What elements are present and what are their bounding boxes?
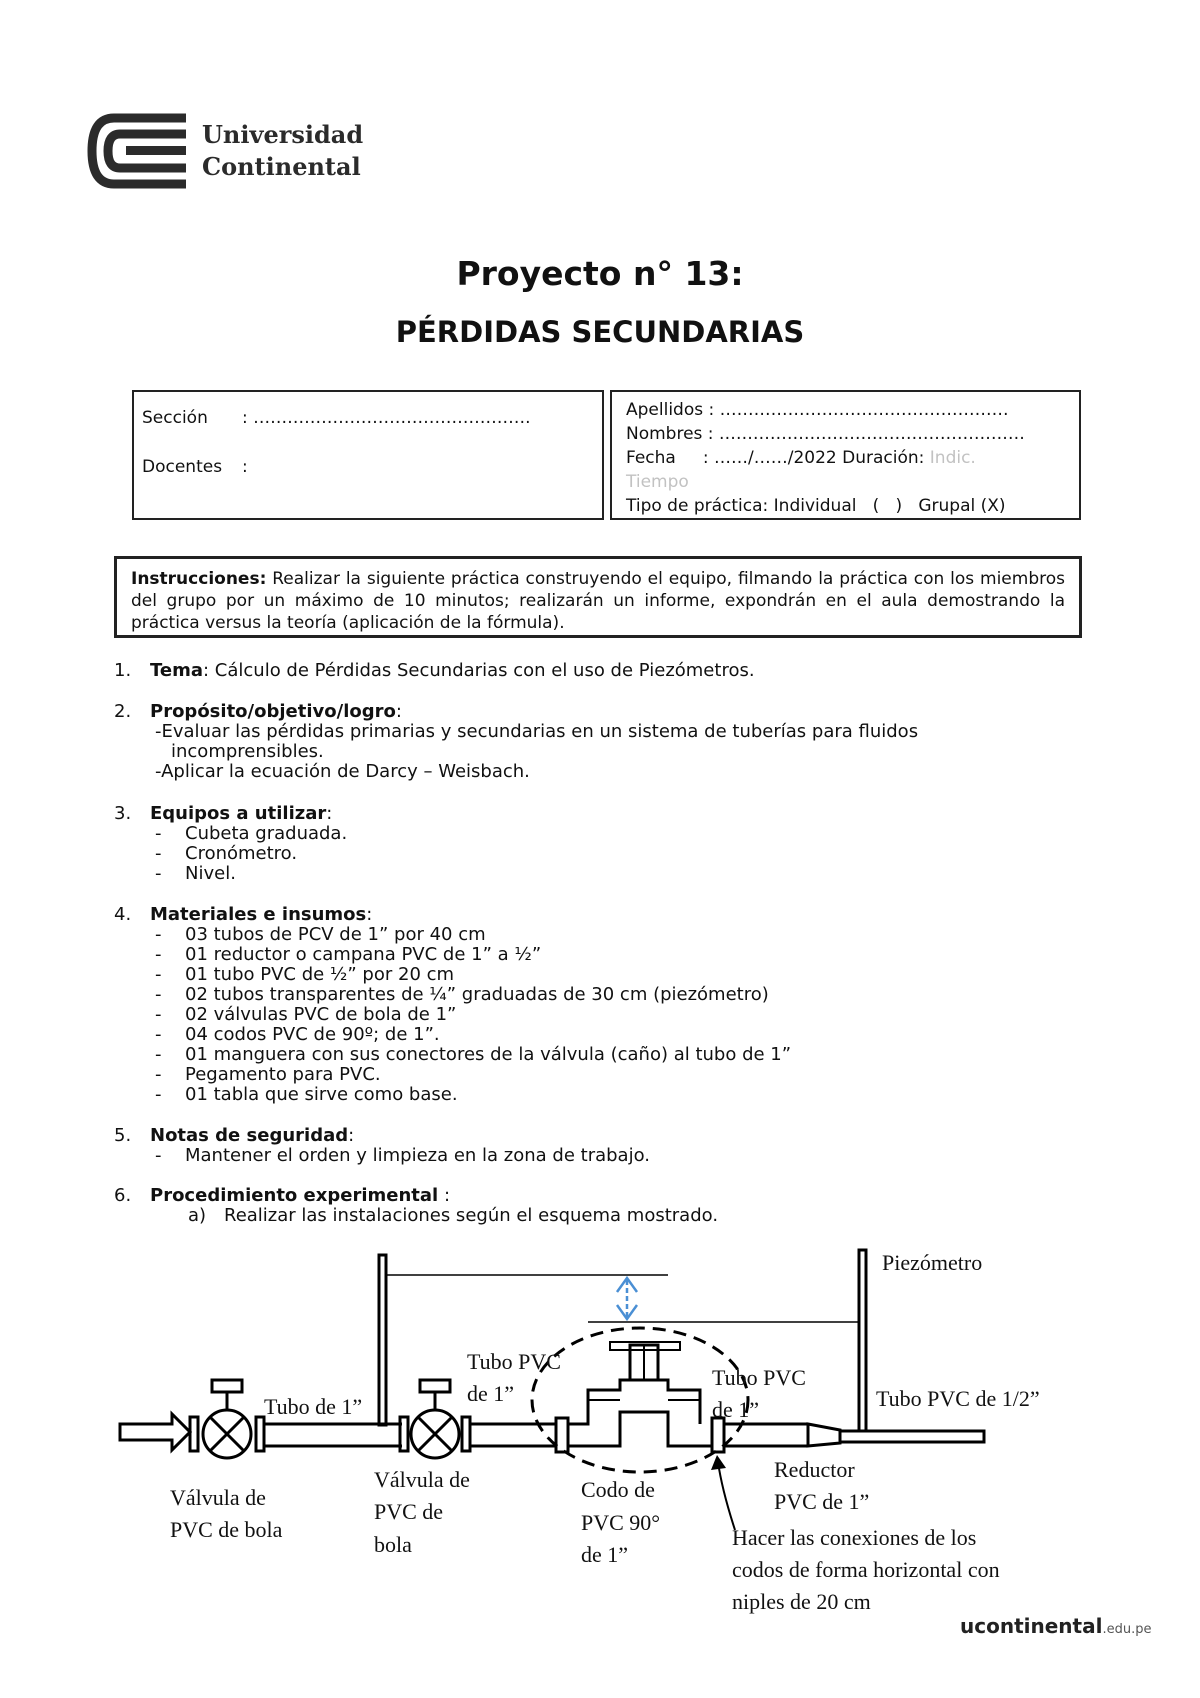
label-note-line3: niples de 20 cm	[732, 1589, 871, 1614]
nombres-field: Nombres : ………………………………………………	[626, 424, 1025, 444]
note-arrow	[718, 1462, 735, 1530]
list-item: - 01 reductor o campana PVC de 1” a ½”	[155, 944, 542, 965]
section-5-number: 5.	[114, 1125, 132, 1146]
label-note-line2: codos de forma horizontal con	[732, 1557, 1000, 1582]
section-1	[114, 661, 755, 681]
reducer-fitting	[808, 1424, 840, 1446]
list-item-text: Cubeta graduada.	[185, 823, 348, 844]
section-2-list	[155, 722, 1035, 782]
ball-valve-1-icon	[190, 1380, 264, 1458]
section-1-title: Tema	[150, 660, 203, 681]
section-1-number: 1.	[114, 660, 132, 681]
section-info-box	[132, 390, 604, 520]
logo-text-line1: Universidad	[202, 120, 364, 149]
section-1-text: : Cálculo de Pérdidas Secundarias con el uso de Piezómetros.	[203, 660, 755, 681]
label-valvula-1-line2: PVC de bola	[170, 1517, 283, 1542]
instructions-box	[114, 556, 1082, 638]
page-subtitle: PÉRDIDAS SECUNDARIAS	[395, 315, 805, 349]
sub-marker: a)	[188, 1205, 207, 1226]
list-item-text: Mantener el orden y limpieza en la zona de trabajo.	[185, 1145, 651, 1166]
list-item: - Cubeta graduada.	[155, 823, 348, 844]
label-tubo-1: Tubo de 1”	[264, 1394, 363, 1419]
section-3-colon: :	[326, 803, 333, 824]
section-5-colon: :	[348, 1125, 355, 1146]
label-valvula-1-line1: Válvula de	[170, 1485, 266, 1510]
list-item-text: 02 válvulas PVC de bola de 1”	[185, 1004, 457, 1025]
docentes-label: Docentes	[142, 457, 223, 477]
university-logo	[86, 112, 364, 192]
main-pipe-1in	[264, 1424, 402, 1446]
section-6-colon: :	[438, 1185, 451, 1206]
list-item: - 04 codos PVC de 90º; de 1”.	[155, 1024, 440, 1045]
list-item: - 01 tubo PVC de ½” por 20 cm	[155, 964, 455, 985]
list-item-text: 03 tubos de PCV de 1” por 40 cm	[185, 924, 486, 945]
list-item: - 02 válvulas PVC de bola de 1”	[155, 1004, 457, 1025]
list-item-text: 02 tubos transparentes de ¼” graduadas de 30 cm (piezómetro)	[185, 984, 769, 1005]
label-tubo-pvc-b-line1: Tubo PVC	[712, 1365, 806, 1390]
logo-emblem-icon	[86, 112, 186, 190]
docentes-value: :	[242, 457, 248, 477]
seccion-label: Sección	[142, 408, 208, 428]
list-item-text: Cronómetro.	[185, 843, 298, 864]
label-valvula-2-line3: bola	[374, 1532, 412, 1557]
label-tubo-pvc-a-line1: Tubo PVC	[467, 1349, 561, 1374]
list-item-text: Pegamento para PVC.	[185, 1064, 381, 1085]
section-2	[114, 702, 402, 722]
pipe-segment-2	[470, 1418, 568, 1452]
page-title: Proyecto n° 13:	[456, 254, 744, 293]
label-reductor-line1: Reductor	[774, 1457, 855, 1482]
list-item: - Cronómetro.	[155, 843, 298, 864]
list-item: - 02 tubos transparentes de ¼” graduadas de 30 cm (piezómetro)	[155, 984, 769, 1005]
list-item: - Nivel.	[155, 863, 236, 884]
section-6-sub	[188, 1206, 718, 1226]
student-info-box	[610, 390, 1081, 520]
tiempo-placeholder: Tiempo	[626, 472, 689, 492]
list-item: -Aplicar la ecuación de Darcy – Weisbach.	[155, 761, 530, 782]
instructions-label: Instrucciones:	[131, 569, 267, 589]
label-note-line1: Hacer las conexiones de los	[732, 1525, 977, 1550]
section-6	[114, 1186, 450, 1206]
section-6-title: Procedimiento experimental	[150, 1185, 439, 1206]
flow-arrow-icon	[120, 1414, 190, 1450]
list-item-text: Nivel.	[185, 863, 236, 884]
apellidos-field: Apellidos : ……………………………………………	[626, 400, 1009, 420]
footer-brand	[960, 1614, 1151, 1638]
label-valvula-2-line1: Válvula de	[374, 1467, 470, 1492]
list-item-text: 01 tubo PVC de ½” por 20 cm	[185, 964, 455, 985]
section-4-colon: :	[366, 904, 373, 925]
list-item-text: 01 reductor o campana PVC de 1” a ½”	[185, 944, 542, 965]
fecha-duracion-text: Fecha : ……/……/2022 Duración:	[626, 448, 930, 468]
list-item-text: 01 manguera con sus conectores de la válvula (caño) al tubo de 1”	[185, 1044, 792, 1065]
section-4	[114, 905, 372, 925]
list-item: - 01 manguera con sus conectores de la válvula (caño) al tubo de 1”	[155, 1044, 792, 1065]
logo-text-line2: Continental	[202, 152, 361, 181]
list-item-text: 01 tabla que sirve como base.	[185, 1084, 458, 1105]
list-item: - 03 tubos de PCV de 1” por 40 cm	[155, 924, 486, 945]
list-item: - Mantener el orden y limpieza en la zona de trabajo.	[155, 1145, 651, 1166]
section-2-title: Propósito/objetivo/logro	[150, 701, 396, 722]
list-item: - Pegamento para PVC.	[155, 1064, 381, 1085]
instructions-text: Realizar la siguiente práctica construyendo el equipo, filmando la práctica con los miembros del grupo por un máximo de 10 minutos; realizarán un informe, expondrán en el aula demostrando la práctica versus la teoría (aplicación de la fórmula).	[131, 569, 1065, 633]
list-item-text: 04 codos PVC de 90º; de 1”.	[185, 1024, 440, 1045]
indic-placeholder: Indic.	[929, 448, 976, 468]
section-3-number: 3.	[114, 803, 132, 824]
footer-brand-name: ucontinental	[960, 1614, 1103, 1638]
section-5-title: Notas de seguridad	[150, 1125, 349, 1146]
seccion-value: : ………………………………………….	[242, 408, 531, 428]
section-5-list	[155, 1146, 650, 1166]
section-2-number: 2.	[114, 701, 132, 722]
note-arrow-head-icon	[711, 1455, 726, 1470]
section-2-colon: :	[395, 701, 402, 722]
section-4-title: Materiales e insumos	[150, 904, 367, 925]
section-4-list	[155, 925, 791, 1105]
section-6-number: 6.	[114, 1185, 132, 1206]
tipo-practica-field: Tipo de práctica: Individual ( ) Grupal (X)	[626, 496, 1006, 516]
label-codo-line1: Codo de	[581, 1477, 655, 1502]
pipe-segment-3	[712, 1418, 808, 1452]
list-item: -Evaluar las pérdidas primarias y secundarias en un sistema de tuberías para fluidos incomprensibles.	[155, 721, 919, 762]
section-3-list	[155, 824, 347, 884]
label-tubo-pvc-a-line2: de 1”	[467, 1381, 515, 1406]
section-5	[114, 1126, 354, 1146]
footer-brand-suffix: .edu.pe	[1102, 1622, 1152, 1637]
list-item: - 01 tabla que sirve como base.	[155, 1084, 458, 1105]
pipe-half-inch	[840, 1431, 984, 1442]
height-difference-arrow-icon	[617, 1278, 637, 1319]
ball-valve-2-icon	[400, 1380, 470, 1458]
list-item-text: Evaluar las pérdidas primarias y secundarias en un sistema de tuberías para fluidos incomprensibles.	[161, 721, 919, 762]
label-piezometro: Piezómetro	[882, 1250, 983, 1275]
label-codo-line2: PVC 90°	[581, 1510, 661, 1535]
label-tubo-pvc-half: Tubo PVC de 1/2”	[876, 1386, 1040, 1411]
section-3	[114, 804, 332, 824]
section-4-number: 4.	[114, 904, 132, 925]
label-tubo-pvc-b-line2: de 1”	[712, 1397, 760, 1422]
label-reductor-line2: PVC de 1”	[774, 1489, 870, 1514]
list-item-text: Aplicar la ecuación de Darcy – Weisbach.	[161, 761, 530, 782]
sub-text: Realizar las instalaciones según el esquema mostrado.	[224, 1205, 719, 1226]
section-3-title: Equipos a utilizar	[150, 803, 327, 824]
label-valvula-2-line2: PVC de	[374, 1499, 444, 1524]
fecha-field	[626, 446, 976, 470]
label-codo-line3: de 1”	[581, 1542, 629, 1567]
piping-diagram	[0, 1230, 1200, 1630]
